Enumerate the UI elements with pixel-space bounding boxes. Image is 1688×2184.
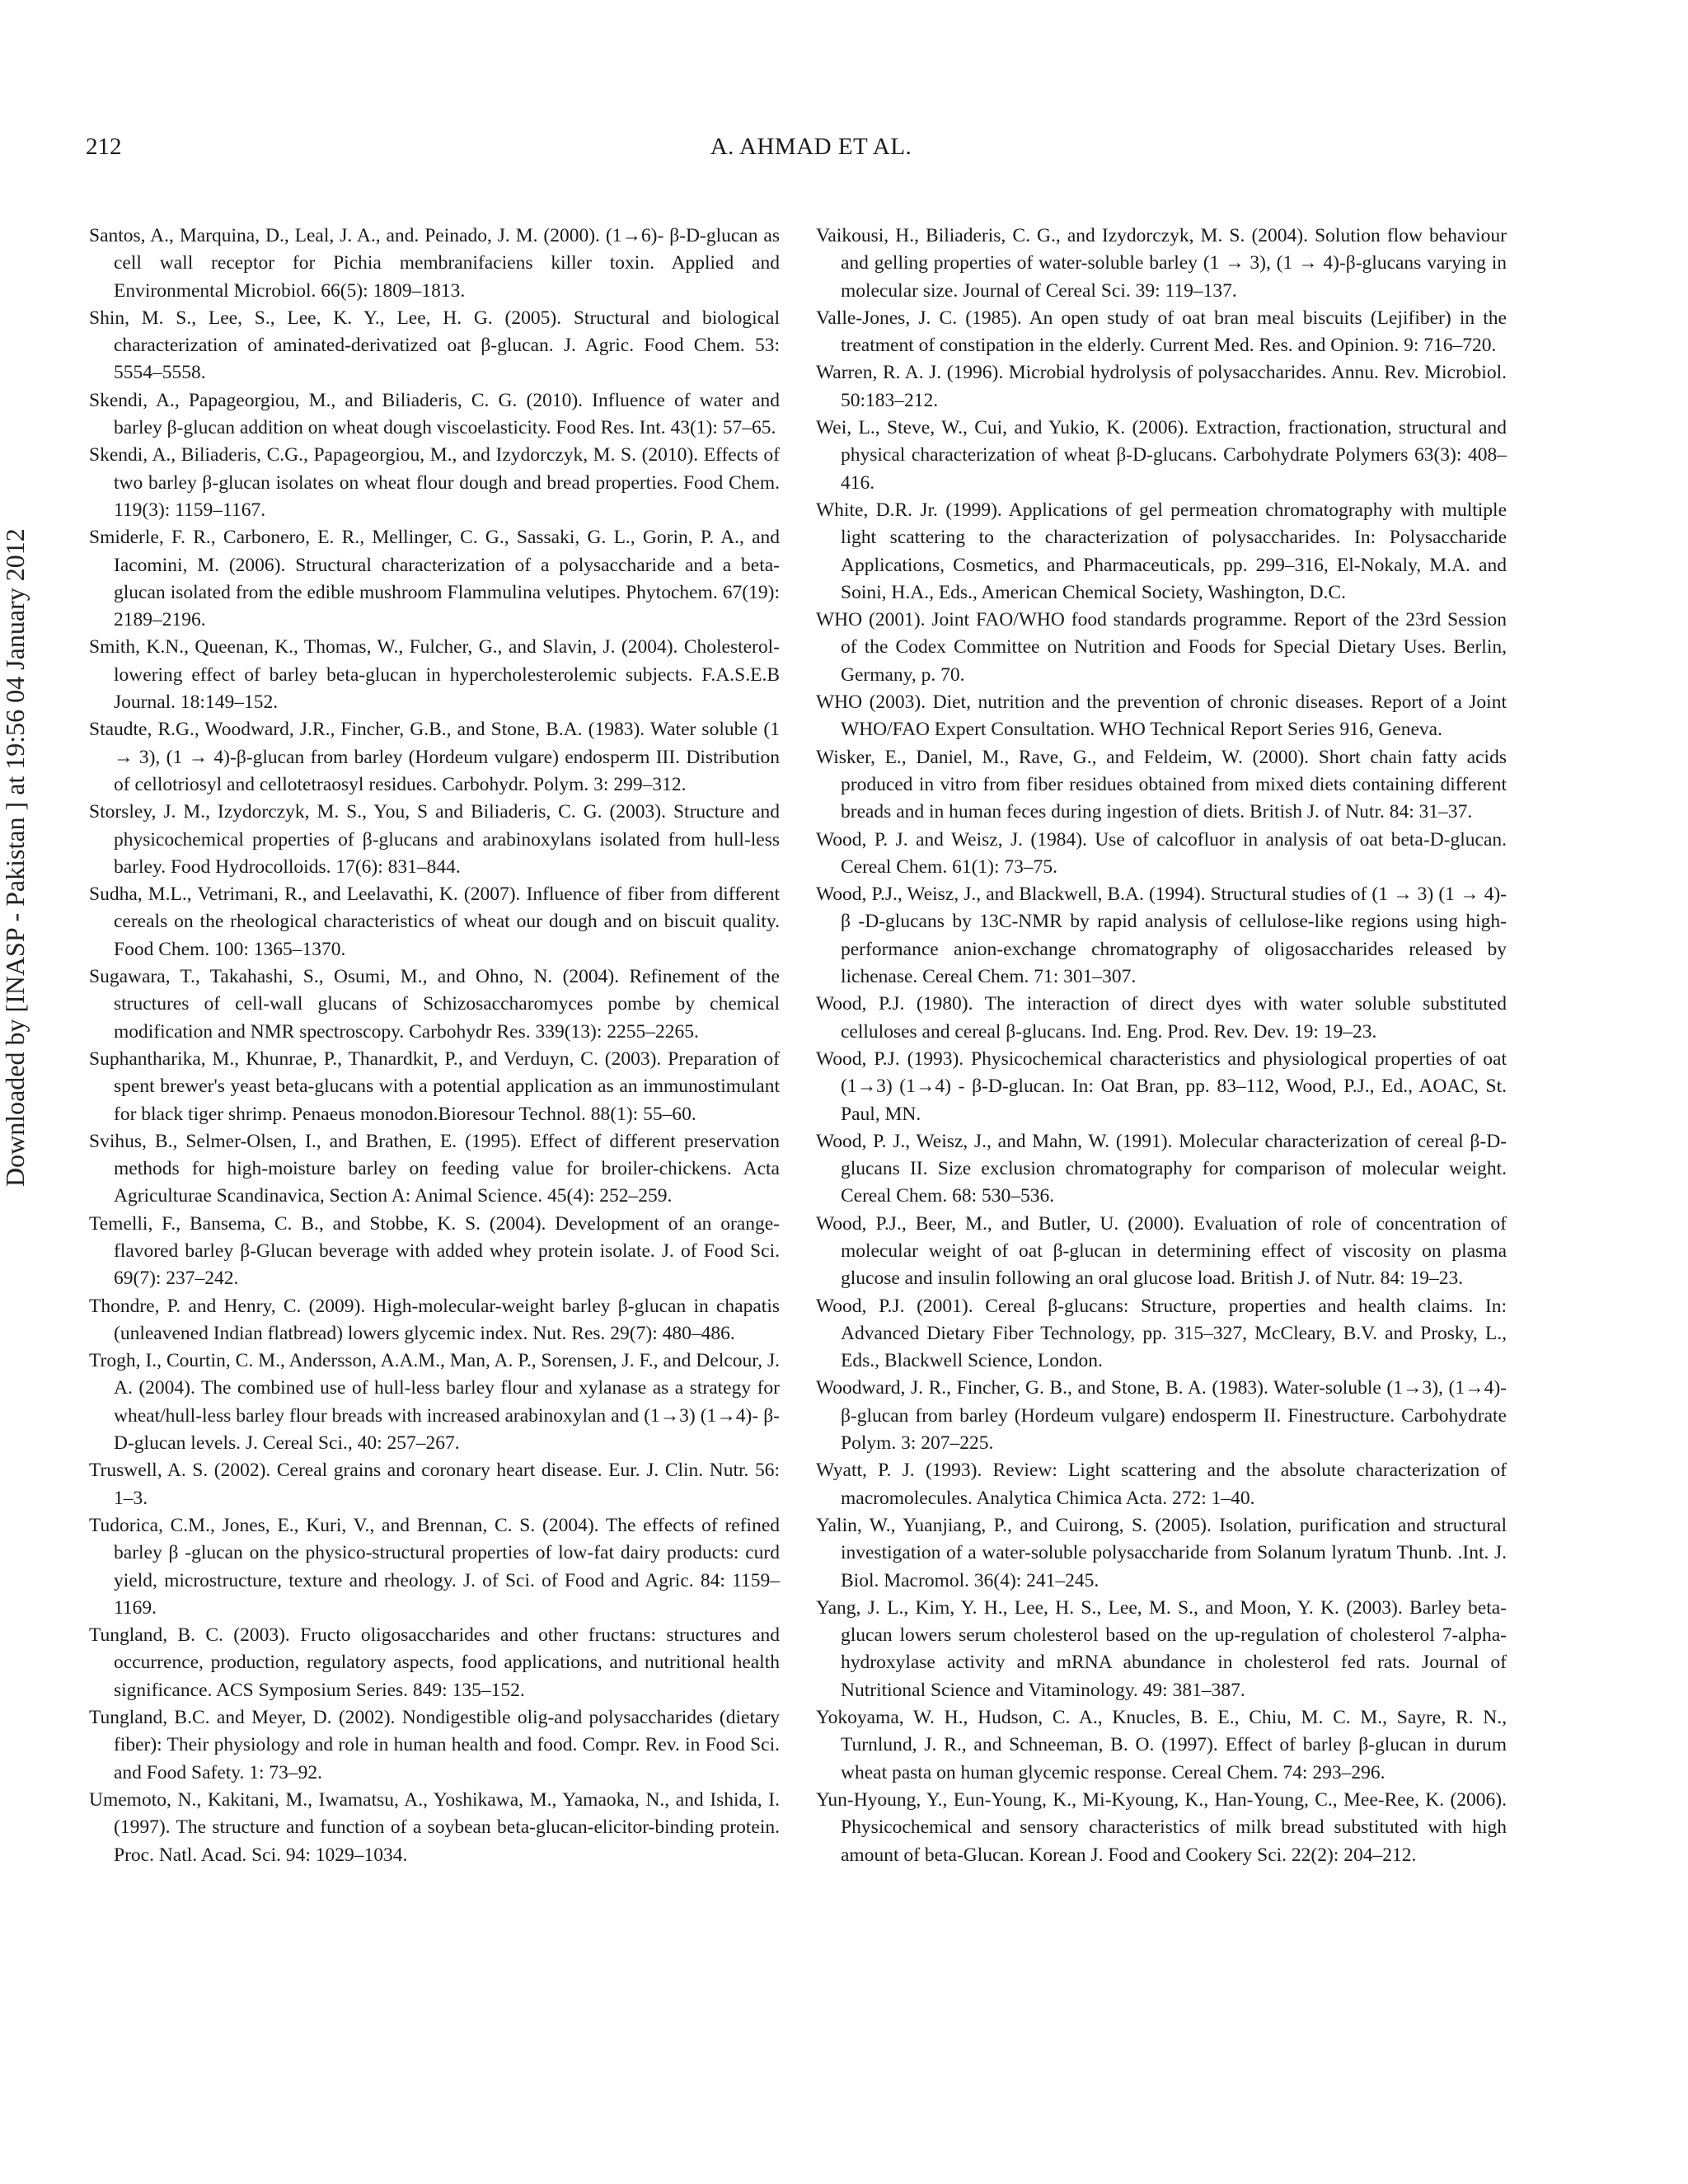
reference-entry: Thondre, P. and Henry, C. (2009). High-molecular-weight barley β-glucan in chapatis (unleavened Indian flatbread) lowers glycemic index. Nut. Res. 29(7): 480–486.: [89, 1295, 780, 1344]
reference-entry: Vaikousi, H., Biliaderis, C. G., and Izydorczyk, M. S. (2004). Solution flow behaviour and gelling properties of water-soluble barley (1 → 3), (1 → 4)-β-glucans varying in molecular size. Journal of Cereal Sci. 39: 119–137.: [816, 225, 1507, 302]
reference-entry: WHO (2001). Joint FAO/WHO food standards programme. Report of the 23rd Session of the Codex Committee on Nutrition and Foods for Special Dietary Uses. Berlin, Germany, p. 70.: [816, 609, 1507, 686]
reference-entry: Sugawara, T., Takahashi, S., Osumi, M., and Ohno, N. (2004). Refinement of the structures of cell-wall glucans of Schizosaccharomyces pombe by chemical modification and NMR spectroscopy. Carbohydr Res. 339(13): 2255–2265.: [89, 966, 780, 1043]
references-right-column: [816, 223, 1507, 1869]
reference-entry: Wyatt, P. J. (1993). Review: Light scattering and the absolute characterization of macromolecules. Analytica Chimica Acta. 272: 1–40.: [816, 1460, 1507, 1509]
reference-entry: Svihus, B., Selmer-Olsen, I., and Brathen, E. (1995). Effect of different preservation methods for high-moisture barley on feeding value for broiler-chickens. Acta Agriculturae Scandinavica, Section A: Animal Science. 45(4): 252–259.: [89, 1130, 780, 1207]
reference-entry: Wei, L., Steve, W., Cui, and Yukio, K. (2006). Extraction, fractionation, structural and physical characterization of wheat β-D-glucans. Carbohydrate Polymers 63(3): 408–416.: [816, 417, 1507, 494]
reference-entry: Tungland, B. C. (2003). Fructo oligosaccharides and other fructans: structures and occurrence, production, regulatory aspects, food applications, and nutritional health significance. ACS Symposium Series. 849: 135–152.: [89, 1624, 780, 1701]
reference-entry: Yun-Hyoung, Y., Eun-Young, K., Mi-Kyoung, K., Han-Young, C., Mee-Ree, K. (2006). Physicochemical and sensory characteristics of milk bread substituted with high amount of beta-Glucan. Korean J. Food and Cookery Sci. 22(2): 204–212.: [816, 1788, 1507, 1866]
reference-entry: Yokoyama, W. H., Hudson, C. A., Knucles, B. E., Chiu, M. C. M., Sayre, R. N., Turnlund, J. R., and Schneeman, B. O. (1997). Effect of barley β-glucan in durum wheat pasta on human glycemic response. Cereal Chem. 74: 293–296.: [816, 1707, 1507, 1783]
reference-entry: Skendi, A., Papageorgiou, M., and Biliaderis, C. G. (2010). Influence of water and barley β-glucan addition on wheat dough viscoelasticity. Food Res. Int. 43(1): 57–65.: [89, 389, 780, 439]
reference-entry: Shin, M. S., Lee, S., Lee, K. Y., Lee, H. G. (2005). Structural and biological characterization of aminated-derivatized oat β-glucan. J. Agric. Food Chem. 53: 5554–5558.: [89, 307, 780, 384]
reference-entry: WHO (2003). Diet, nutrition and the prevention of chronic diseases. Report of a Joint WHO/FAO Expert Consultation. WHO Technical Report Series 916, Geneva.: [816, 691, 1507, 741]
reference-entry: Wood, P.J., Weisz, J., and Blackwell, B.A. (1994). Structural studies of (1 → 3) (1 → 4)- β -D-glucans by 13C-NMR by rapid analysis of cellulose-like regions using high-performance anion-exchange chromatography of oligosaccharides released by lichenase. Cereal Chem. 71: 301–307.: [816, 883, 1507, 988]
reference-entry: Temelli, F., Bansema, C. B., and Stobbe, K. S. (2004). Development of an orange-flavored barley β-Glucan beverage with added whey protein isolate. J. of Food Sci. 69(7): 237–242.: [89, 1212, 780, 1290]
reference-entry: Wood, P.J. (2001). Cereal β-glucans: Structure, properties and health claims. In: Advanced Dietary Fiber Technology, pp. 315–327, McCleary, B.V. and Prosky, L., Eds., Blackwell Science, London.: [816, 1295, 1507, 1372]
reference-entry: Sudha, M.L., Vetrimani, R., and Leelavathi, K. (2007). Influence of fiber from different cereals on the rheological characteristics of wheat our dough and on biscuit quality. Food Chem. 100: 1365–1370.: [89, 883, 780, 960]
reference-entry: Umemoto, N., Kakitani, M., Iwamatsu, A., Yoshikawa, M., Yamaoka, N., and Ishida, I. (1997). The structure and function of a soybean beta-glucan-elicitor-binding protein. Proc. Natl. Acad. Sci. 94: 1029–1034.: [89, 1788, 780, 1866]
reference-entry: Woodward, J. R., Fincher, G. B., and Stone, B. A. (1983). Water-soluble (1→3), (1→4)- β-glucan from barley (Hordeum vulgare) endosperm II. Finestructure. Carbohydrate Polym. 3: 207–225.: [816, 1377, 1507, 1455]
reference-entry: Valle-Jones, J. C. (1985). An open study of oat bran meal biscuits (Lejifiber) in the treatment of constipation in the elderly. Current Med. Res. and Opinion. 9: 716–720.: [816, 307, 1507, 357]
reference-entry: Wood, P.J. (1993). Physicochemical characteristics and physiological properties of oat (1→3) (1→4) - β-D-glucan. In: Oat Bran, pp. 83–112, Wood, P.J., Ed., AOAC, St. Paul, MN.: [816, 1047, 1507, 1125]
reference-entry: Smith, K.N., Queenan, K., Thomas, W., Fulcher, G., and Slavin, J. (2004). Cholesterol-lowering effect of barley beta-glucan in hypercholesterolemic subjects. F.A.S.E.B Journal. 18:149–152.: [89, 636, 780, 714]
reference-entry: Wood, P. J., Weisz, J., and Mahn, W. (1991). Molecular characterization of cereal β-D-glucans II. Size exclusion chromatography for comparison of molecular weight. Cereal Chem. 68: 530–536.: [816, 1130, 1507, 1207]
reference-entry: Tungland, B.C. and Meyer, D. (2002). Nondigestible olig-and polysaccharides (dietary fiber): Their physiology and role in human health and food. Compr. Rev. in Food Sci. and Food Safety. 1: 73–92.: [89, 1707, 780, 1783]
reference-entry: Suphantharika, M., Khunrae, P., Thanardkit, P., and Verduyn, C. (2003). Preparation of spent brewer's yeast beta-glucans with a potential application as an immunostimulant for black tiger shrimp. Penaeus monodon.Bioresour Technol. 88(1): 55–60.: [89, 1047, 780, 1125]
page-header: [86, 130, 1536, 163]
reference-entry: Tudorica, C.M., Jones, E., Kuri, V., and Brennan, C. S. (2004). The effects of refined barley β -glucan on the physico-structural properties of low-fat dairy products: curd yield, microstructure, texture and rheology. J. of Sci. of Food and Agric. 84: 1159–1169.: [89, 1514, 780, 1619]
reference-entry: Wisker, E., Daniel, M., Rave, G., and Feldeim, W. (2000). Short chain fatty acids produced in vitro from fiber residues obtained from mixed diets containing different breads and in human feces during ingestion of diets. British J. of Nutr. 84: 31–37.: [816, 746, 1507, 823]
reference-entry: Truswell, A. S. (2002). Cereal grains and coronary heart disease. Eur. J. Clin. Nutr. 56: 1–3.: [89, 1460, 780, 1509]
reference-entry: Wood, P.J., Beer, M., and Butler, U. (2000). Evaluation of role of concentration of molecular weight of oat β-glucan in determining effect of viscosity on plasma glucose and insulin following an oral glucose load. British J. of Nutr. 84: 19–23.: [816, 1212, 1507, 1290]
running-head: A. AHMAD ET AL.: [710, 134, 912, 160]
reference-entry: Staudte, R.G., Woodward, J.R., Fincher, G.B., and Stone, B.A. (1983). Water soluble (1 → 3), (1 → 4)-β-glucan from barley (Hordeum vulgare) endosperm III. Distribution of cellotriosyl and cellotetraosyl residues. Carbohydr. Polym. 3: 299–312.: [89, 719, 780, 795]
reference-entry: Yang, J. L., Kim, Y. H., Lee, H. S., Lee, M. S., and Moon, Y. K. (2003). Barley beta-glucan lowers serum cholesterol based on the up-regulation of cholesterol 7-alpha-hydroxylase activity and mRNA abundance in cholesterol fed rats. Journal of Nutritional Science and Vitaminology. 49: 381–387.: [816, 1596, 1507, 1701]
download-watermark: Downloaded by [INASP - Pakistan ] at 19:56 04 January 2012: [0, 528, 30, 1187]
reference-entry: Wood, P.J. (1980). The interaction of direct dyes with water soluble substituted celluloses and cereal β-glucans. Ind. Eng. Prod. Rev. Dev. 19: 19–23.: [816, 993, 1507, 1043]
reference-entry: Yalin, W., Yuanjiang, P., and Cuirong, S. (2005). Isolation, purification and structural investigation of a water-soluble polysaccharide from Solanum lyratum Thunb. .Int. J. Biol. Macromol. 36(4): 241–245.: [816, 1514, 1507, 1591]
reference-entry: White, D.R. Jr. (1999). Applications of gel permeation chromatography with multiple light scattering to the characterization of polysaccharides. In: Polysaccharide Applications, Cosmetics, and Pharmaceuticals, pp. 299–316, El-Nokaly, M.A. and Soini, H.A., Eds., American Chemical Society, Washington, D.C.: [816, 499, 1507, 603]
reference-entry: Trogh, I., Courtin, C. M., Andersson, A.A.M., Man, A. P., Sorensen, J. F., and Delcour, J. A. (2004). The combined use of hull-less barley flour and xylanase as a strategy for wheat/hull-less barley flour breads with increased arabinoxylan and (1→3) (1→4)- β-D-glucan levels. J. Cereal Sci., 40: 257–267.: [89, 1350, 780, 1455]
references-left-column: [89, 223, 780, 1869]
reference-entry: Smiderle, F. R., Carbonero, E. R., Mellinger, C. G., Sassaki, G. L., Gorin, P. A., and Iacomini, M. (2006). Structural characterization of a polysaccharide and a beta-glucan isolated from the edible mushroom Flammulina velutipes. Phytochem. 67(19): 2189–2196.: [89, 527, 780, 631]
reference-entry: Wood, P. J. and Weisz, J. (1984). Use of calcofluor in analysis of oat beta-D-glucan. Cereal Chem. 61(1): 73–75.: [816, 828, 1507, 878]
reference-entry: Storsley, J. M., Izydorczyk, M. S., You, S and Biliaderis, C. G. (2003). Structure and physicochemical properties of β-glucans and arabinoxylans isolated from hull-less barley. Food Hydrocolloids. 17(6): 831–844.: [89, 801, 780, 878]
page-number: 212: [86, 134, 122, 160]
reference-entry: Santos, A., Marquina, D., Leal, J. A., and. Peinado, J. M. (2000). (1→6)- β-D-glucan as cell wall receptor for Pichia membranifaciens killer toxin. Applied and Environmental Microbiol. 66(5): 1809–1813.: [89, 225, 780, 302]
reference-entry: Warren, R. A. J. (1996). Microbial hydrolysis of polysaccharides. Annu. Rev. Microbiol. 50:183–212.: [816, 362, 1507, 411]
reference-entry: Skendi, A., Biliaderis, C.G., Papageorgiou, M., and Izydorczyk, M. S. (2010). Effects of two barley β-glucan isolates on wheat flour dough and bread properties. Food Chem. 119(3): 1159–1167.: [89, 444, 780, 521]
